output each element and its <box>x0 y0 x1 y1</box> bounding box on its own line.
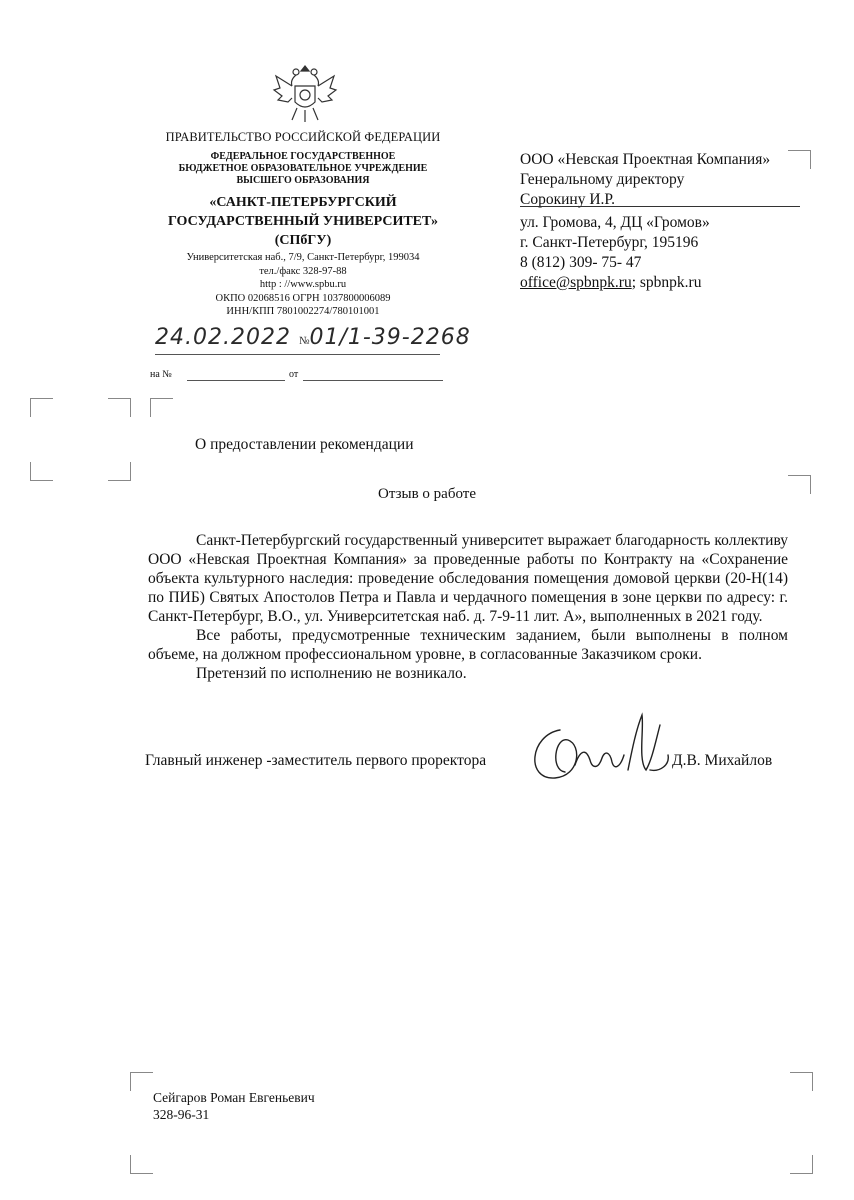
government-line: ПРАВИТЕЛЬСТВО РОССИЙСКОЙ ФЕДЕРАЦИИ <box>165 130 441 144</box>
corner-mark <box>788 150 811 169</box>
corner-mark <box>130 1072 153 1091</box>
corner-mark <box>108 398 131 417</box>
letter-body <box>148 531 788 683</box>
corner-mark <box>30 398 53 417</box>
body-paragraph: Все работы, предусмотренные техническим заданием, были выполнены в полном объеме, на должном профессиональном уровне, в согласованные Заказчиком сроки. <box>148 627 788 663</box>
body-paragraph: Претензий по исполнению не возникало. <box>196 665 467 682</box>
executor-block <box>153 1089 315 1123</box>
recipient-site: spbnpk.ru <box>639 274 702 291</box>
signatory-position: Главный инженер -заместитель первого проректора <box>145 752 487 769</box>
handwritten-signature-icon <box>520 700 690 795</box>
reference-number-label: на № <box>150 369 172 380</box>
recipient-address: ул. Громова, 4, ДЦ «Громов» г. Санкт-Петербург, 195196 8 (812) 309- 75- 47 office@spbnpk.ru; spbnpk.ru <box>520 214 710 291</box>
corner-mark <box>790 1155 813 1174</box>
date-underline <box>155 354 440 355</box>
outgoing-date-number <box>155 325 471 350</box>
executor-name: Сейгаров Роман Евгеньевич <box>153 1090 315 1105</box>
outgoing-number: 01/1-39-2268 <box>309 325 471 350</box>
reference-from-label: от <box>289 369 299 380</box>
recipient-divider <box>520 206 800 207</box>
institution-name: «САНКТ-ПЕТЕРБУРГСКИЙ ГОСУДАРСТВЕННЫЙ УНИВЕРСИТЕТ» (СПбГУ) <box>167 195 438 248</box>
number-sign: № <box>298 335 310 347</box>
outgoing-date: 24.02.2022 <box>155 325 291 350</box>
corner-mark <box>790 1072 813 1091</box>
reference-number-line <box>187 380 285 381</box>
corner-mark <box>30 462 53 481</box>
corner-mark <box>108 462 131 481</box>
reference-date-line <box>303 380 443 381</box>
recipient-block: ООО «Невская Проектная Компания» Генеральному директору Сорокину И.Р. <box>520 151 771 208</box>
letter-subject: О предоставлении рекомендации <box>195 436 414 453</box>
signatory-name: Д.В. Михайлов <box>672 752 773 769</box>
recipient-web: office@spbnpk.ru; spbnpk.ru <box>520 274 702 291</box>
institution-contacts: Университетская наб., 7/9, Санкт-Петербург, 199034 тел./факс 328-97-88 http : //www.spbu.ru ОКПО 02068516 ОГРН 1037800006089 ИНН/КПП 7801002274/780101001 <box>186 252 420 317</box>
double-headed-eagle-emblem-icon <box>270 58 340 128</box>
corner-mark <box>150 398 173 417</box>
institution-type: ФЕДЕРАЛЬНОЕ ГОСУДАРСТВЕННОЕ БЮДЖЕТНОЕ ОБРАЗОВАТЕЛЬНОЕ УЧРЕЖДЕНИЕ ВЫСШЕГО ОБРАЗОВАНИЯ <box>178 151 428 186</box>
executor-phone: 328-96-31 <box>153 1107 210 1122</box>
body-paragraph: Санкт-Петербургский государственный университет выражает благодарность коллективу ООО «Невская Проектная Компания» за проведенные работы по Контракту на «Сохранение объекта культурного наследия: проведение обследования помещения домовой церкви (20-Н(14) по ПИБ) Святых Апостолов Петра и Павла и чердачного помещения в зоне церкви по адресу: г. Санкт-Петербург, В.О., ул. Университетская наб. д. 7-9-11 лит. А», выполненных в 2021 году. <box>148 532 788 625</box>
recipient-email-link[interactable]: office@spbnpk.ru <box>520 274 632 291</box>
corner-mark <box>130 1155 153 1174</box>
letter-title: Отзыв о работе <box>378 486 476 502</box>
